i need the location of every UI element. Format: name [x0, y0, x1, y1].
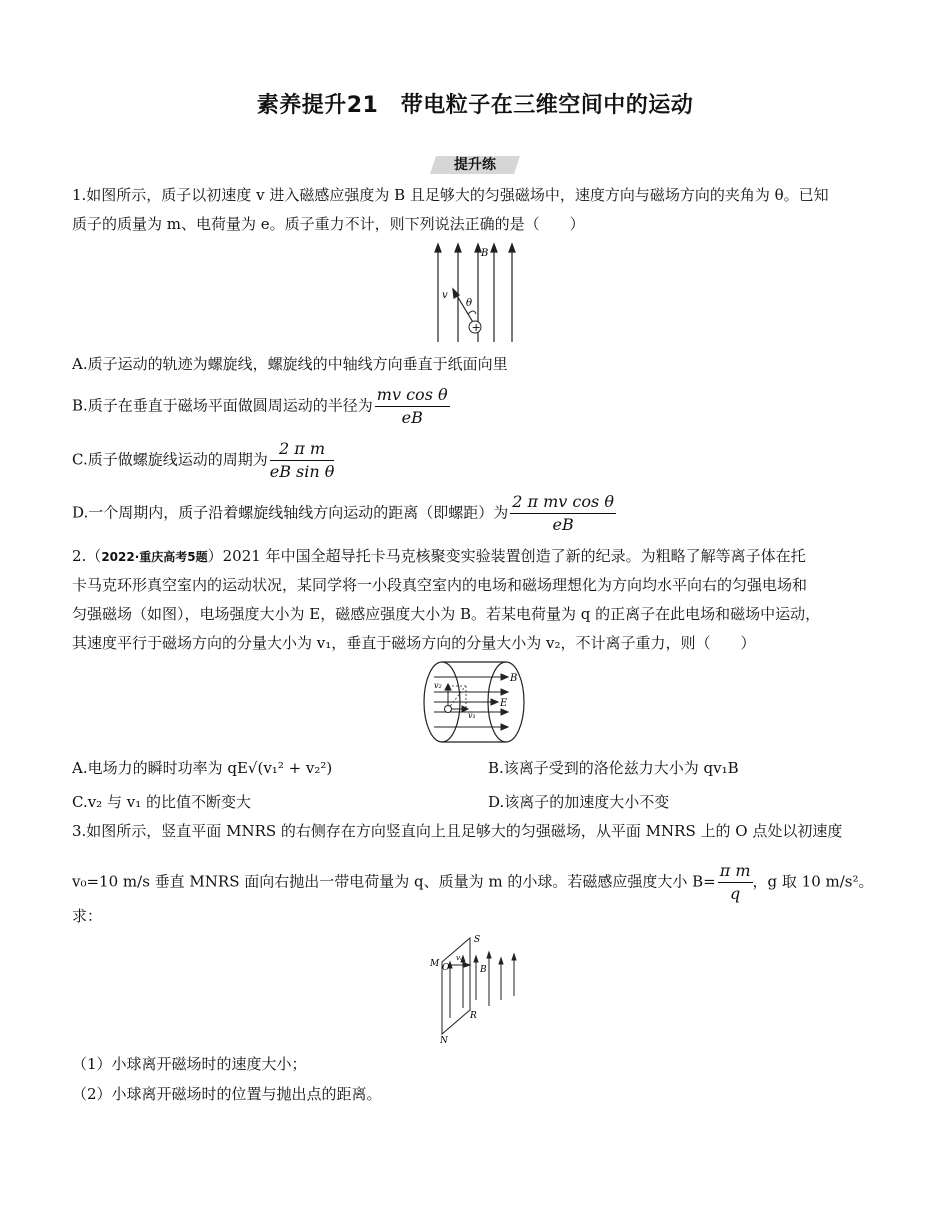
q1-option-c-fraction: [270, 438, 335, 483]
q1-fig-label-v: v: [442, 290, 448, 301]
q3-stem-line3: 求：: [72, 907, 103, 925]
q1-stem-line2: 质子的质量为 m、电荷量为 e。质子重力不计，则下列说法正确的是（ ）: [72, 215, 585, 233]
q1-stem-line1: 1.如图所示，质子以初速度 v 进入磁感应强度为 B 且足够大的匀强磁场中，速度方向与磁场方向的夹角为 θ。已知: [72, 186, 829, 204]
q1-option-d-denominator: eB: [552, 515, 574, 534]
q2-fig-label-v2: v₂: [434, 681, 442, 690]
q2-option-b: B.该离子受到的洛伦兹力大小为 qv₁B: [488, 759, 739, 777]
badge-label: 提升练: [454, 157, 496, 173]
q1-option-c: [72, 438, 334, 483]
q1-option-c-numerator: 2 π m: [270, 438, 335, 461]
section-badge: [430, 152, 520, 176]
q2-option-a: A.电场力的瞬时功率为 qE√(v₁² + v₂²): [72, 759, 333, 777]
q1-fig-label-theta: θ: [466, 298, 473, 309]
q2-fig-label-B: B: [510, 673, 518, 684]
q3-figure: [428, 930, 524, 1046]
q1-option-b-numerator: mv cos θ: [375, 384, 450, 407]
q2-stem-line3: 匀强磁场（如图），电场强度大小为 E，磁感应强度大小为 B。若某电荷量为 q 的正离子在此电场和磁场中运动，: [72, 605, 821, 623]
q1-option-b-denominator: eB: [401, 408, 423, 427]
q3-stem-line2: [72, 860, 874, 905]
q2-line1-rest: ）2021 年中国全超导托卡马克核聚变实验装置创造了新的纪录。为粗略了解等离子体在托: [207, 547, 806, 565]
q1-option-a: A.质子运动的轨迹为螺旋线，螺旋线的中轴线方向垂直于纸面向里: [72, 355, 508, 373]
q3-fig-label-R: R: [470, 1011, 477, 1021]
q1-option-b: [72, 384, 450, 429]
q1-option-c-text: C.质子做螺旋线运动的周期为: [72, 450, 268, 469]
q3-fig-label-B: B: [480, 965, 487, 975]
q3-line2-pre: v₀=10 m/s 垂直 MNRS 面向右抛出一带电荷量为 q、质量为 m 的小球。若磁感应强度大小 B=: [72, 872, 716, 891]
q2-fig-label-E: E: [500, 698, 508, 709]
q1-option-c-denominator: eB sin θ: [269, 462, 335, 481]
q1-option-b-text: B.质子在垂直于磁场平面做圆周运动的半径为: [72, 396, 373, 415]
q2-stem-line4: 其速度平行于磁场方向的分量大小为 v₁，垂直于磁场方向的分量大小为 v₂，不计离子重力，则（ ）: [72, 634, 756, 652]
q2-option-d: D.该离子的加速度大小不变: [488, 793, 670, 811]
q3-fig-label-M: M: [430, 959, 440, 969]
q1-option-d-fraction: [510, 491, 616, 536]
q3-b-numerator: π m: [718, 860, 753, 883]
q2-option-c: C.v₂ 与 v₁ 的比值不断变大: [72, 793, 251, 811]
q1-option-d-numerator: 2 π mv cos θ: [510, 491, 616, 514]
q2-source-tag: 2022·重庆高考5题: [101, 550, 208, 564]
q3-b-fraction: [718, 860, 753, 905]
q1-fig-plus: +: [471, 321, 481, 334]
q3-fig-label-v0: v₀: [456, 954, 463, 962]
q2-figure: [420, 660, 530, 746]
page-title: 素养提升21 带电粒子在三维空间中的运动: [256, 93, 694, 118]
q2-prefix: 2.（: [72, 547, 102, 565]
q1-option-b-fraction: [375, 384, 450, 429]
q1-fig-label-B: B: [481, 248, 489, 259]
q2-fig-label-v1: v₁: [468, 711, 476, 720]
q3-stem-line1: 3.如图所示，竖直平面 MNRS 的右侧存在方向竖直向上且足够大的匀强磁场，从平面 MNRS 上的 O 点处以初速度: [72, 822, 843, 840]
q3-subquestion-2: （2）小球离开磁场时的位置与抛出点的距离。: [72, 1085, 382, 1103]
q3-fig-label-S: S: [474, 935, 481, 945]
q3-fig-label-N: N: [440, 1036, 448, 1046]
q1-option-d-text: D.一个周期内，质子沿着螺旋线轴线方向运动的距离（即螺距）为: [72, 503, 509, 522]
q3-fig-label-O: O: [442, 963, 450, 973]
q2-stem-line1: [72, 544, 806, 569]
q1-figure: [428, 242, 520, 344]
q3-b-denominator: q: [730, 884, 741, 903]
q3-line2-post: ，g 取 10 m/s²。: [752, 872, 874, 891]
q1-option-d: [72, 491, 616, 536]
q2-stem-line2: 卡马克环形真空室内的运动状况，某同学将一小段真空室内的电场和磁场理想化为方向均水平向右的匀强电场和: [72, 576, 808, 594]
q3-subquestion-1: （1）小球离开磁场时的速度大小；: [72, 1055, 307, 1073]
